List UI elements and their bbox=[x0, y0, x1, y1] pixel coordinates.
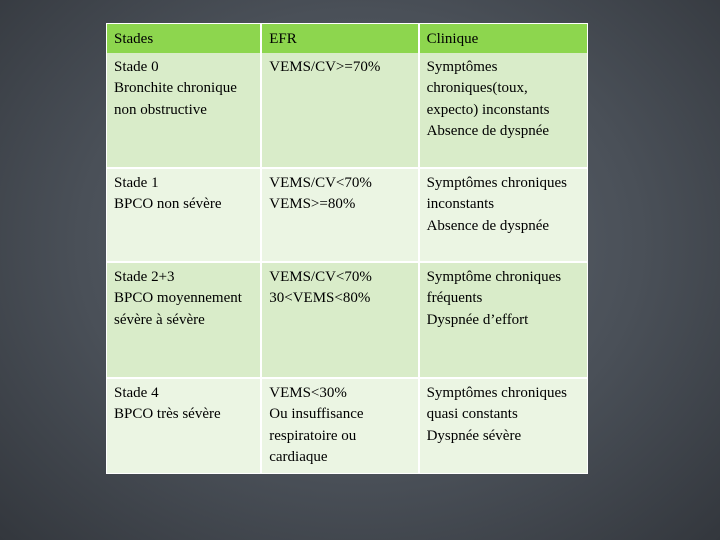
header-clinique: Clinique bbox=[420, 24, 587, 53]
cell-stade: Stade 1 BPCO non sévère bbox=[107, 169, 262, 263]
table-row bbox=[107, 169, 587, 263]
copd-stages-table bbox=[106, 23, 588, 474]
table-header-row bbox=[107, 24, 587, 53]
cell-efr: VEMS<30% Ou insuffisance respiratoire ou cardiaque bbox=[262, 379, 419, 473]
cell-efr: VEMS/CV<70% 30<VEMS<80% bbox=[262, 263, 419, 379]
table-row bbox=[107, 53, 587, 169]
header-efr: EFR bbox=[262, 24, 419, 53]
table-row bbox=[107, 263, 587, 379]
table-row bbox=[107, 379, 587, 473]
cell-efr: VEMS/CV>=70% bbox=[262, 53, 419, 169]
cell-stade: Stade 2+3 BPCO moyennement sévère à sévère bbox=[107, 263, 262, 379]
cell-clinique: Symptômes chroniques inconstants Absence de dyspnée bbox=[420, 169, 587, 263]
cell-efr: VEMS/CV<70% VEMS>=80% bbox=[262, 169, 419, 263]
cell-stade: Stade 0 Bronchite chronique non obstructive bbox=[107, 53, 262, 169]
cell-clinique: Symptôme chroniques fréquents Dyspnée d’effort bbox=[420, 263, 587, 379]
cell-clinique: Symptômes chroniques(toux, expecto) inconstants Absence de dyspnée bbox=[420, 53, 587, 169]
header-stades: Stades bbox=[107, 24, 262, 53]
cell-clinique: Symptômes chroniques quasi constants Dyspnée sévère bbox=[420, 379, 587, 473]
cell-stade: Stade 4 BPCO très sévère bbox=[107, 379, 262, 473]
